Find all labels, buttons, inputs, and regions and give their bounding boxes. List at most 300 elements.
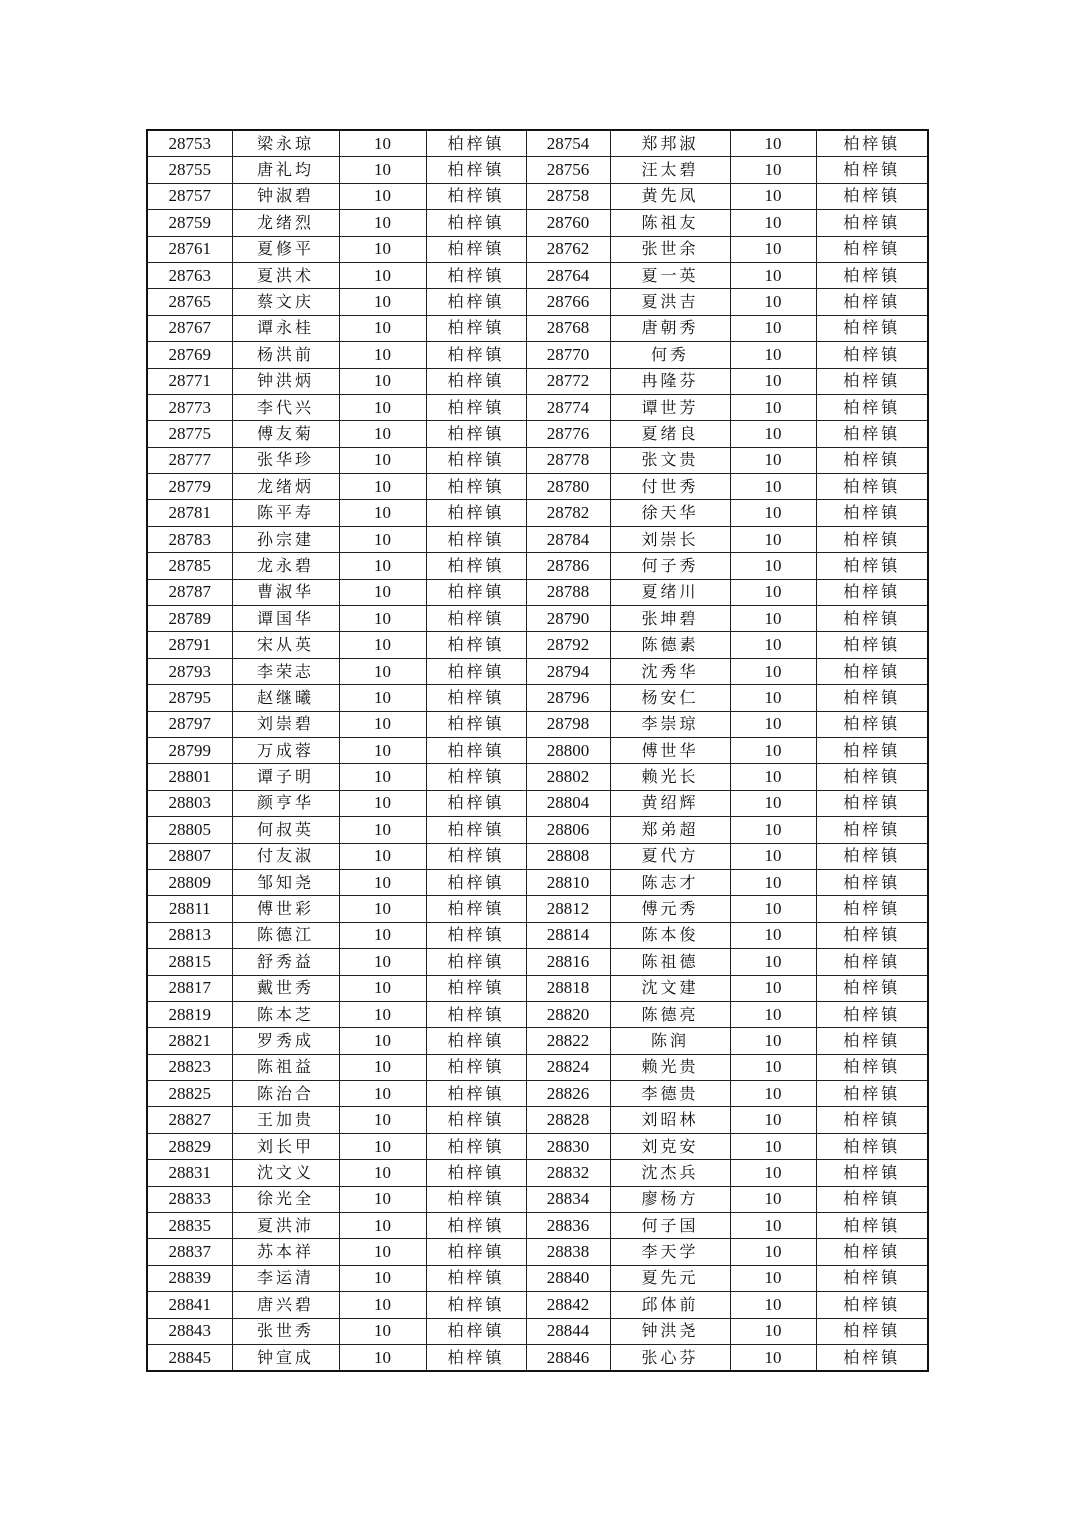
id-cell: 28832: [526, 1160, 610, 1186]
table-row: [147, 1028, 928, 1054]
name-cell: 陈德江: [232, 922, 339, 948]
id-cell: 28760: [526, 210, 610, 236]
count-cell: 10: [730, 157, 816, 183]
id-cell: 28754: [526, 130, 610, 157]
table-row: [147, 1265, 928, 1291]
town-cell: 柏梓镇: [426, 1133, 526, 1159]
name-cell: 刘崇碧: [232, 711, 339, 737]
name-cell: 张坤碧: [610, 606, 730, 632]
town-cell: 柏梓镇: [816, 1081, 928, 1107]
town-cell: 柏梓镇: [426, 1107, 526, 1133]
id-cell: 28833: [147, 1186, 232, 1212]
id-cell: 28778: [526, 447, 610, 473]
town-cell: 柏梓镇: [816, 975, 928, 1001]
name-cell: 沈秀华: [610, 658, 730, 684]
town-cell: 柏梓镇: [426, 843, 526, 869]
count-cell: 10: [339, 394, 426, 420]
id-cell: 28775: [147, 421, 232, 447]
count-cell: 10: [339, 764, 426, 790]
count-cell: 10: [339, 1213, 426, 1239]
id-cell: 28814: [526, 922, 610, 948]
name-cell: 谭子明: [232, 764, 339, 790]
id-cell: 28785: [147, 553, 232, 579]
town-cell: 柏梓镇: [426, 632, 526, 658]
id-cell: 28769: [147, 342, 232, 368]
count-cell: 10: [730, 579, 816, 605]
id-cell: 28761: [147, 236, 232, 262]
town-cell: 柏梓镇: [426, 368, 526, 394]
count-cell: 10: [339, 1133, 426, 1159]
count-cell: 10: [339, 1292, 426, 1318]
count-cell: 10: [339, 817, 426, 843]
town-cell: 柏梓镇: [426, 1239, 526, 1265]
name-cell: 陈德素: [610, 632, 730, 658]
name-cell: 傅元秀: [610, 896, 730, 922]
name-cell: 夏先元: [610, 1265, 730, 1291]
town-cell: 柏梓镇: [426, 685, 526, 711]
id-cell: 28844: [526, 1318, 610, 1344]
name-cell: 傅友菊: [232, 421, 339, 447]
id-cell: 28788: [526, 579, 610, 605]
town-cell: 柏梓镇: [426, 289, 526, 315]
id-cell: 28786: [526, 553, 610, 579]
name-cell: 谭国华: [232, 606, 339, 632]
count-cell: 10: [730, 130, 816, 157]
table-row: [147, 342, 928, 368]
name-cell: 冉隆芬: [610, 368, 730, 394]
name-cell: 张世秀: [232, 1318, 339, 1344]
id-cell: 28794: [526, 658, 610, 684]
table-row: [147, 1318, 928, 1344]
count-cell: 10: [339, 210, 426, 236]
count-cell: 10: [730, 922, 816, 948]
table-row: [147, 1081, 928, 1107]
count-cell: 10: [730, 183, 816, 209]
name-cell: 龙绪炳: [232, 474, 339, 500]
count-cell: 10: [730, 632, 816, 658]
count-cell: 10: [730, 1213, 816, 1239]
town-cell: 柏梓镇: [816, 685, 928, 711]
id-cell: 28757: [147, 183, 232, 209]
id-cell: 28784: [526, 526, 610, 552]
town-cell: 柏梓镇: [816, 368, 928, 394]
id-cell: 28842: [526, 1292, 610, 1318]
town-cell: 柏梓镇: [816, 236, 928, 262]
count-cell: 10: [339, 553, 426, 579]
town-cell: 柏梓镇: [426, 1081, 526, 1107]
town-cell: 柏梓镇: [816, 764, 928, 790]
table-row: [147, 1344, 928, 1371]
name-cell: 夏洪术: [232, 262, 339, 288]
id-cell: 28827: [147, 1107, 232, 1133]
name-cell: 唐朝秀: [610, 315, 730, 341]
count-cell: 10: [339, 1160, 426, 1186]
count-cell: 10: [730, 368, 816, 394]
name-cell: 杨洪前: [232, 342, 339, 368]
table-row: [147, 262, 928, 288]
name-cell: 钟洪炳: [232, 368, 339, 394]
id-cell: 28824: [526, 1054, 610, 1080]
table-row: [147, 1133, 928, 1159]
id-cell: 28822: [526, 1028, 610, 1054]
count-cell: 10: [339, 922, 426, 948]
name-cell: 陈治合: [232, 1081, 339, 1107]
count-cell: 10: [339, 474, 426, 500]
id-cell: 28818: [526, 975, 610, 1001]
count-cell: 10: [730, 764, 816, 790]
name-cell: 傅世彩: [232, 896, 339, 922]
id-cell: 28843: [147, 1318, 232, 1344]
town-cell: 柏梓镇: [426, 342, 526, 368]
count-cell: 10: [339, 896, 426, 922]
town-cell: 柏梓镇: [426, 1001, 526, 1027]
table-row: [147, 1001, 928, 1027]
table-row: [147, 1292, 928, 1318]
count-cell: 10: [730, 1107, 816, 1133]
count-cell: 10: [730, 500, 816, 526]
name-cell: 赵继曦: [232, 685, 339, 711]
count-cell: 10: [339, 1081, 426, 1107]
town-cell: 柏梓镇: [426, 1028, 526, 1054]
table-row: [147, 526, 928, 552]
name-cell: 蔡文庆: [232, 289, 339, 315]
town-cell: 柏梓镇: [816, 1160, 928, 1186]
table-row: [147, 289, 928, 315]
table-row: [147, 474, 928, 500]
count-cell: 10: [730, 1133, 816, 1159]
town-cell: 柏梓镇: [426, 1344, 526, 1371]
count-cell: 10: [339, 262, 426, 288]
count-cell: 10: [339, 526, 426, 552]
town-cell: 柏梓镇: [426, 579, 526, 605]
name-cell: 刘昭林: [610, 1107, 730, 1133]
name-cell: 李崇琼: [610, 711, 730, 737]
id-cell: 28826: [526, 1081, 610, 1107]
table-row: [147, 922, 928, 948]
town-cell: 柏梓镇: [426, 658, 526, 684]
id-cell: 28770: [526, 342, 610, 368]
table-row: [147, 553, 928, 579]
count-cell: 10: [339, 632, 426, 658]
name-cell: 徐天华: [610, 500, 730, 526]
table-row: [147, 1239, 928, 1265]
count-cell: 10: [339, 975, 426, 1001]
name-cell: 曹淑华: [232, 579, 339, 605]
table-row: [147, 975, 928, 1001]
roster-table: [146, 129, 929, 1372]
id-cell: 28792: [526, 632, 610, 658]
count-cell: 10: [339, 658, 426, 684]
id-cell: 28839: [147, 1265, 232, 1291]
id-cell: 28810: [526, 869, 610, 895]
id-cell: 28815: [147, 949, 232, 975]
id-cell: 28782: [526, 500, 610, 526]
count-cell: 10: [339, 368, 426, 394]
name-cell: 夏一英: [610, 262, 730, 288]
town-cell: 柏梓镇: [426, 526, 526, 552]
town-cell: 柏梓镇: [816, 421, 928, 447]
name-cell: 赖光长: [610, 764, 730, 790]
town-cell: 柏梓镇: [816, 1239, 928, 1265]
count-cell: 10: [339, 130, 426, 157]
name-cell: 何叔英: [232, 817, 339, 843]
town-cell: 柏梓镇: [816, 157, 928, 183]
id-cell: 28830: [526, 1133, 610, 1159]
name-cell: 陈本芝: [232, 1001, 339, 1027]
table-row: [147, 1054, 928, 1080]
table-row: [147, 869, 928, 895]
id-cell: 28798: [526, 711, 610, 737]
town-cell: 柏梓镇: [426, 737, 526, 763]
count-cell: 10: [339, 157, 426, 183]
town-cell: 柏梓镇: [816, 500, 928, 526]
town-cell: 柏梓镇: [816, 289, 928, 315]
id-cell: 28805: [147, 817, 232, 843]
name-cell: 汪太碧: [610, 157, 730, 183]
name-cell: 宋从英: [232, 632, 339, 658]
town-cell: 柏梓镇: [426, 1213, 526, 1239]
town-cell: 柏梓镇: [816, 210, 928, 236]
table-row: [147, 157, 928, 183]
id-cell: 28765: [147, 289, 232, 315]
count-cell: 10: [339, 790, 426, 816]
name-cell: 王加贵: [232, 1107, 339, 1133]
town-cell: 柏梓镇: [426, 975, 526, 1001]
id-cell: 28817: [147, 975, 232, 1001]
count-cell: 10: [730, 474, 816, 500]
count-cell: 10: [730, 394, 816, 420]
id-cell: 28846: [526, 1344, 610, 1371]
id-cell: 28756: [526, 157, 610, 183]
id-cell: 28811: [147, 896, 232, 922]
town-cell: 柏梓镇: [816, 1318, 928, 1344]
count-cell: 10: [730, 711, 816, 737]
town-cell: 柏梓镇: [816, 658, 928, 684]
name-cell: 邱体前: [610, 1292, 730, 1318]
id-cell: 28773: [147, 394, 232, 420]
town-cell: 柏梓镇: [816, 526, 928, 552]
id-cell: 28821: [147, 1028, 232, 1054]
town-cell: 柏梓镇: [816, 130, 928, 157]
id-cell: 28772: [526, 368, 610, 394]
count-cell: 10: [730, 342, 816, 368]
name-cell: 罗秀成: [232, 1028, 339, 1054]
name-cell: 陈润: [610, 1028, 730, 1054]
name-cell: 付世秀: [610, 474, 730, 500]
count-cell: 10: [339, 236, 426, 262]
id-cell: 28795: [147, 685, 232, 711]
count-cell: 10: [339, 447, 426, 473]
name-cell: 黄绍辉: [610, 790, 730, 816]
town-cell: 柏梓镇: [426, 922, 526, 948]
name-cell: 傅世华: [610, 737, 730, 763]
id-cell: 28834: [526, 1186, 610, 1212]
count-cell: 10: [730, 896, 816, 922]
name-cell: 夏修平: [232, 236, 339, 262]
town-cell: 柏梓镇: [426, 1292, 526, 1318]
count-cell: 10: [339, 342, 426, 368]
id-cell: 28753: [147, 130, 232, 157]
id-cell: 28845: [147, 1344, 232, 1371]
count-cell: 10: [339, 1318, 426, 1344]
name-cell: 龙绪烈: [232, 210, 339, 236]
id-cell: 28808: [526, 843, 610, 869]
roster-table-body: [147, 130, 928, 1371]
name-cell: 唐礼均: [232, 157, 339, 183]
id-cell: 28829: [147, 1133, 232, 1159]
town-cell: 柏梓镇: [816, 1213, 928, 1239]
id-cell: 28767: [147, 315, 232, 341]
count-cell: 10: [730, 1054, 816, 1080]
name-cell: 刘崇长: [610, 526, 730, 552]
id-cell: 28806: [526, 817, 610, 843]
town-cell: 柏梓镇: [816, 843, 928, 869]
town-cell: 柏梓镇: [426, 262, 526, 288]
name-cell: 何子秀: [610, 553, 730, 579]
town-cell: 柏梓镇: [426, 1160, 526, 1186]
id-cell: 28793: [147, 658, 232, 684]
count-cell: 10: [730, 1344, 816, 1371]
name-cell: 廖杨方: [610, 1186, 730, 1212]
table-row: [147, 236, 928, 262]
table-row: [147, 896, 928, 922]
table-row: [147, 1160, 928, 1186]
town-cell: 柏梓镇: [816, 922, 928, 948]
table-row: [147, 421, 928, 447]
town-cell: 柏梓镇: [426, 130, 526, 157]
id-cell: 28796: [526, 685, 610, 711]
name-cell: 刘克安: [610, 1133, 730, 1159]
id-cell: 28755: [147, 157, 232, 183]
town-cell: 柏梓镇: [426, 447, 526, 473]
count-cell: 10: [730, 790, 816, 816]
name-cell: 张心芬: [610, 1344, 730, 1371]
town-cell: 柏梓镇: [816, 315, 928, 341]
id-cell: 28766: [526, 289, 610, 315]
name-cell: 舒秀益: [232, 949, 339, 975]
id-cell: 28838: [526, 1239, 610, 1265]
count-cell: 10: [730, 262, 816, 288]
table-row: [147, 315, 928, 341]
id-cell: 28799: [147, 737, 232, 763]
id-cell: 28777: [147, 447, 232, 473]
name-cell: 郑邦淑: [610, 130, 730, 157]
table-row: [147, 1186, 928, 1212]
document-table-container: [146, 129, 927, 1372]
town-cell: 柏梓镇: [816, 1344, 928, 1371]
town-cell: 柏梓镇: [816, 1133, 928, 1159]
count-cell: 10: [730, 421, 816, 447]
table-row: [147, 658, 928, 684]
name-cell: 李代兴: [232, 394, 339, 420]
name-cell: 李运清: [232, 1265, 339, 1291]
name-cell: 苏本祥: [232, 1239, 339, 1265]
id-cell: 28813: [147, 922, 232, 948]
id-cell: 28800: [526, 737, 610, 763]
table-row: [147, 500, 928, 526]
id-cell: 28840: [526, 1265, 610, 1291]
town-cell: 柏梓镇: [816, 869, 928, 895]
town-cell: 柏梓镇: [816, 737, 928, 763]
name-cell: 夏绪良: [610, 421, 730, 447]
name-cell: 夏代方: [610, 843, 730, 869]
count-cell: 10: [339, 949, 426, 975]
count-cell: 10: [730, 210, 816, 236]
town-cell: 柏梓镇: [426, 711, 526, 737]
count-cell: 10: [730, 975, 816, 1001]
town-cell: 柏梓镇: [816, 474, 928, 500]
table-row: [147, 183, 928, 209]
count-cell: 10: [730, 606, 816, 632]
count-cell: 10: [730, 1186, 816, 1212]
town-cell: 柏梓镇: [816, 183, 928, 209]
name-cell: 谭永桂: [232, 315, 339, 341]
town-cell: 柏梓镇: [426, 157, 526, 183]
town-cell: 柏梓镇: [426, 315, 526, 341]
count-cell: 10: [730, 553, 816, 579]
name-cell: 何子国: [610, 1213, 730, 1239]
table-row: [147, 579, 928, 605]
name-cell: 陈志才: [610, 869, 730, 895]
town-cell: 柏梓镇: [426, 553, 526, 579]
name-cell: 孙宗建: [232, 526, 339, 552]
name-cell: 陈平寿: [232, 500, 339, 526]
count-cell: 10: [339, 1239, 426, 1265]
id-cell: 28809: [147, 869, 232, 895]
name-cell: 黄先凤: [610, 183, 730, 209]
count-cell: 10: [730, 869, 816, 895]
count-cell: 10: [730, 1001, 816, 1027]
table-row: [147, 606, 928, 632]
count-cell: 10: [730, 1292, 816, 1318]
town-cell: 柏梓镇: [816, 790, 928, 816]
name-cell: 陈祖友: [610, 210, 730, 236]
id-cell: 28779: [147, 474, 232, 500]
count-cell: 10: [339, 315, 426, 341]
town-cell: 柏梓镇: [426, 1054, 526, 1080]
table-row: [147, 368, 928, 394]
name-cell: 李天学: [610, 1239, 730, 1265]
count-cell: 10: [339, 183, 426, 209]
count-cell: 10: [339, 1186, 426, 1212]
name-cell: 赖光贵: [610, 1054, 730, 1080]
name-cell: 刘长甲: [232, 1133, 339, 1159]
name-cell: 徐光全: [232, 1186, 339, 1212]
town-cell: 柏梓镇: [816, 579, 928, 605]
name-cell: 郑弟超: [610, 817, 730, 843]
count-cell: 10: [730, 1318, 816, 1344]
name-cell: 张文贵: [610, 447, 730, 473]
name-cell: 钟宣成: [232, 1344, 339, 1371]
id-cell: 28791: [147, 632, 232, 658]
count-cell: 10: [339, 289, 426, 315]
name-cell: 陈祖德: [610, 949, 730, 975]
name-cell: 沈文建: [610, 975, 730, 1001]
town-cell: 柏梓镇: [816, 817, 928, 843]
town-cell: 柏梓镇: [816, 1265, 928, 1291]
id-cell: 28802: [526, 764, 610, 790]
id-cell: 28762: [526, 236, 610, 262]
name-cell: 张世余: [610, 236, 730, 262]
name-cell: 张华珍: [232, 447, 339, 473]
town-cell: 柏梓镇: [426, 421, 526, 447]
town-cell: 柏梓镇: [426, 236, 526, 262]
count-cell: 10: [730, 843, 816, 869]
table-row: [147, 394, 928, 420]
town-cell: 柏梓镇: [816, 1292, 928, 1318]
id-cell: 28835: [147, 1213, 232, 1239]
count-cell: 10: [339, 1107, 426, 1133]
